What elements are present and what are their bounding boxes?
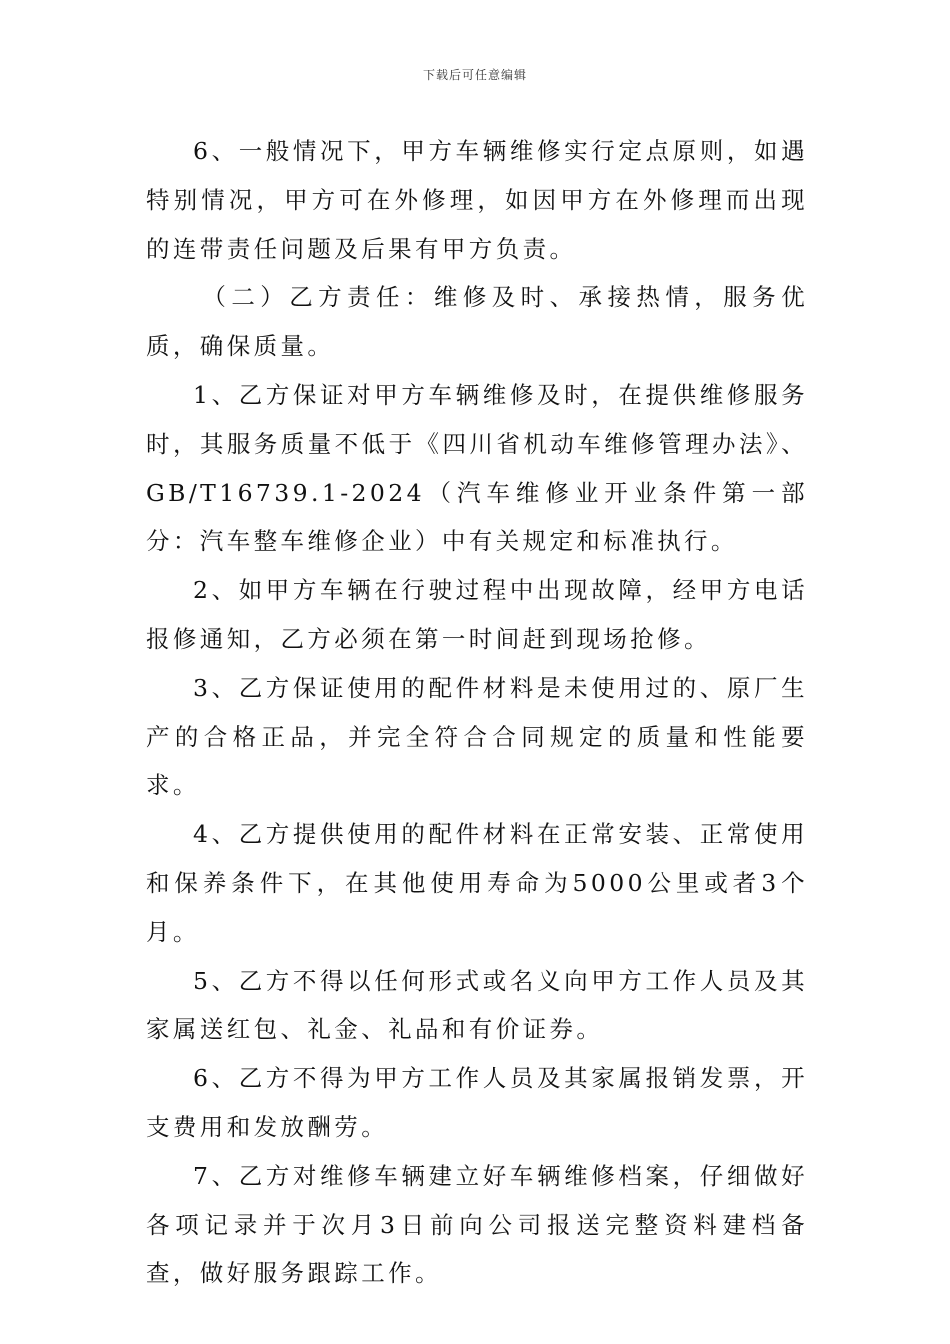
section-heading-party-b: （二）乙方责任：维修及时、承接热情，服务优质，确保质量。	[146, 283, 808, 361]
paragraph-6-no-reimbursement: 6、乙方不得为甲方工作人员及其家属报销发票，开支费用和发放酬劳。	[146, 1064, 808, 1141]
paragraph-2-breakdown-repair: 2、如甲方车辆在行驶过程中出现故障，经甲方电话报修通知，乙方必须在第一时间赶到现场抢修。	[146, 576, 808, 653]
paragraph-7-repair-records: 7、乙方对维修车辆建立好车辆维修档案，仔细做好各项记录并于次月3日前向公司报送完整资料建档备查，做好服务跟踪工作。	[146, 1161, 808, 1288]
paragraph-3-genuine-parts: 3、乙方保证使用的配件材料是未使用过的、原厂生产的合格正品，并完全符合合同规定的质量和性能要求。	[146, 673, 808, 800]
document-body	[146, 127, 808, 1298]
paragraph-6-party-a-repair: 6、一般情况下，甲方车辆维修实行定点原则，如遇特别情况，甲方可在外修理，如因甲方在外修理而出现的连带责任问题及后果有甲方负责。	[146, 137, 808, 263]
paragraph-4-parts-warranty: 4、乙方提供使用的配件材料在正常安装、正常使用和保养条件下，在其他使用寿命为5000公里或者3个月。	[146, 820, 808, 946]
paragraph-5-no-gifts: 5、乙方不得以任何形式或名义向甲方工作人员及其家属送红包、礼金、礼品和有价证券。	[146, 966, 808, 1044]
page-header: 下载后可任意编辑	[422, 68, 527, 82]
paragraph-1-service-quality: 1、乙方保证对甲方车辆维修及时，在提供维修服务时，其服务质量不低于《四川省机动车维修管理办法》、GB/T16739.1-2024（汽车维修业开业条件第一部分：汽车整车维修企业）中有关规定和标准执行。	[146, 380, 808, 556]
